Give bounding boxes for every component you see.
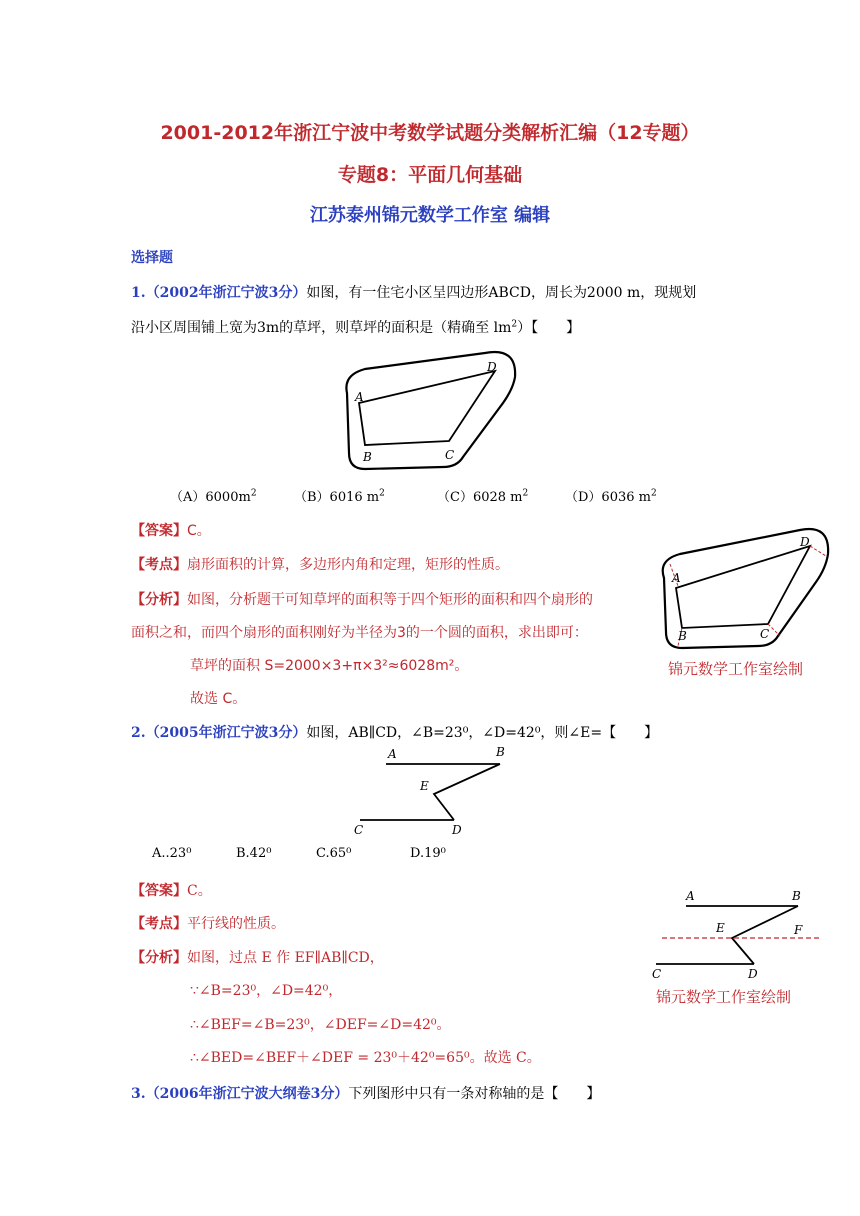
q2-sol-label-e: E [716, 921, 725, 935]
q1-text2sup: 2 [511, 319, 518, 330]
q2-option-d: D.19⁰ [410, 846, 446, 861]
q2-number: 2. [131, 725, 146, 741]
q2-step2: ∴∠BEF=∠B=23⁰，∠DEF=∠D=42⁰。 [190, 1017, 451, 1033]
q2-option-c: C.65⁰ [316, 846, 352, 861]
q1-option-c-label: （C）6028 m [437, 490, 523, 505]
q2-fig-label-e: E [420, 779, 429, 793]
q1-text2b: ）【 】 [517, 320, 581, 336]
q2-sol-label-f: F [794, 923, 803, 937]
q2-point-tag: 【考点】 [131, 916, 187, 932]
q1-sol-label-c: C [760, 627, 770, 641]
q2-step3: ∴∠BED=∠BEF＋∠DEF = 23⁰＋42⁰=65⁰。故选 C。 [190, 1050, 541, 1066]
document-subtitle: 专题8：平面几何基础 [337, 164, 523, 186]
q3-line1 [131, 1083, 600, 1103]
q2-text: 如图，AB∥CD，∠B=23⁰，∠D=42⁰，则∠E=【 】 [306, 725, 659, 741]
q1-answer [131, 520, 211, 540]
q2-fig-label-b: B [496, 745, 505, 759]
q1-text1: 如图，有一住宅小区呈四边形ABCD，周长为2000 m，现规划 [306, 285, 697, 301]
q2-option-a: A..23⁰ [152, 846, 192, 861]
q1-solution-figure [650, 524, 835, 654]
q1-fig-label-a: A [355, 390, 364, 404]
q1-option-a-sup: 2 [250, 488, 257, 499]
q2-step1: ∵∠B=23⁰，∠D=42⁰， [190, 983, 343, 999]
q3-text: 下列图形中只有一条对称轴的是【 】 [348, 1086, 601, 1102]
q1-option-a-label: （A）6000m [170, 490, 251, 505]
q1-fig-label-b: B [363, 450, 372, 464]
q1-answer-tag: 【答案】 [131, 523, 187, 539]
q1-figure-caption: 锦元数学工作室绘制 [668, 660, 804, 678]
q1-option-c-sup: 2 [522, 488, 529, 499]
q1-fig-label-d: D [487, 360, 497, 374]
q2-answer [131, 880, 212, 900]
q2-figure-caption: 锦元数学工作室绘制 [656, 988, 792, 1006]
q2-analysis-line1 [131, 947, 384, 967]
document-editor: 江苏泰州锦元数学工作室 编辑 [309, 205, 551, 226]
q2-fig-label-a: A [388, 747, 397, 761]
q1-sol-label-d: D [800, 535, 810, 549]
q2-solution-figure [648, 884, 828, 984]
q1-answer-value: C。 [187, 523, 211, 539]
q1-figure [335, 345, 535, 475]
q1-analysis2: 面积之和，而四个扇形的面积刚好为半径为3的一个圆的面积，求出即可： [131, 625, 588, 641]
q1-option-d-sup: 2 [650, 488, 657, 499]
q1-formula: 草坪的面积 S=2000×3+π×3²≈6028m²。 [190, 658, 469, 674]
q2-fig-label-d: D [452, 823, 462, 837]
section-title: 选择题 [131, 250, 173, 266]
q1-line2 [131, 317, 580, 337]
q2-fig-label-c: C [354, 823, 364, 837]
q1-option-b-label: （B）6016 m [294, 490, 380, 505]
q1-option-d-label: （D）6036 m [565, 490, 651, 505]
q2-analysis-tag: 【分析】 [131, 950, 187, 966]
q2-sol-label-c: C [652, 967, 662, 981]
q1-analysis-line1 [131, 589, 593, 609]
q2-source: （2005年浙江宁波3分） [145, 725, 307, 741]
q2-answer-tag: 【答案】 [131, 883, 187, 899]
q1-analysis-tag: 【分析】 [131, 592, 187, 608]
q1-fig-label-c: C [445, 448, 455, 462]
q2-figure [350, 744, 510, 840]
document-title: 2001-2012年浙江宁波中考数学试题分类解析汇编（12专题） [160, 122, 700, 144]
q1-option-b [294, 486, 385, 505]
q1-line1 [131, 282, 696, 302]
q2-line1 [131, 722, 658, 742]
q1-sol-label-a: A [672, 571, 681, 585]
q1-conclusion: 故选 C。 [190, 691, 247, 707]
q2-sol-label-a: A [686, 889, 695, 903]
q2-point [131, 913, 285, 933]
q2-sol-label-d: D [748, 967, 758, 981]
q1-point [131, 554, 509, 574]
q2-answer-value: C。 [187, 883, 212, 899]
q1-option-a [170, 486, 257, 505]
q1-option-c [437, 486, 528, 505]
q1-number: 1. [131, 285, 146, 301]
q3-source: （2006年浙江宁波大纲卷3分） [145, 1086, 349, 1102]
q1-text2a: 沿小区周围铺上宽为3m的草坪，则草坪的面积是（精确至 lm [131, 320, 512, 336]
q3-number: 3. [131, 1086, 146, 1102]
q1-source: （2002年浙江宁波3分） [145, 285, 307, 301]
q2-point-text: 平行线的性质。 [187, 916, 285, 932]
q1-point-tag: 【考点】 [131, 557, 187, 573]
q1-sol-label-b: B [678, 629, 687, 643]
q1-analysis1: 如图，分析题干可知草坪的面积等于四个矩形的面积和四个扇形的 [187, 592, 593, 608]
q2-sol-label-b: B [792, 889, 801, 903]
q1-option-d [565, 486, 657, 505]
q1-point-text: 扇形面积的计算，多边形内角和定理，矩形的性质。 [187, 557, 509, 573]
q2-analysis1: 如图，过点 E 作 EF∥AB∥CD， [187, 950, 384, 966]
q1-option-b-sup: 2 [379, 488, 385, 499]
q2-option-b: B.42⁰ [236, 846, 272, 861]
